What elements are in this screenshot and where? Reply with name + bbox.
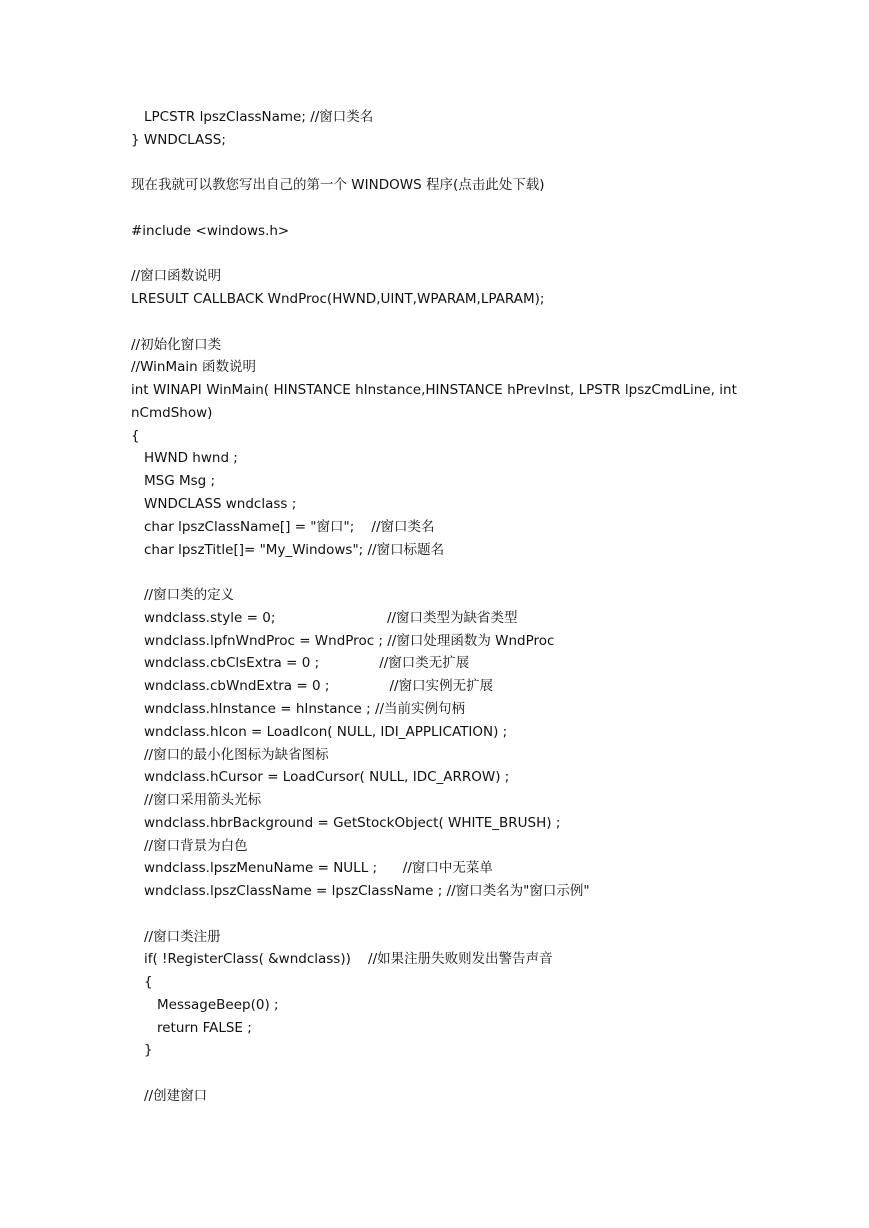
code-line: {: [144, 974, 153, 990]
code-line: LRESULT CALLBACK WndProc(HWND,UINT,WPARAM,LPARAM);: [131, 291, 545, 307]
code-word: int: [719, 382, 737, 398]
code-word: hPrevInst,: [507, 382, 575, 398]
code-comment: //窗口函数说明: [131, 268, 222, 284]
code-line: wndclass.lpfnWndProc = WndProc ; //窗口处理函数为 WndProc: [144, 633, 555, 649]
code-line-justified: [131, 381, 737, 399]
code-line: WNDCLASS wndclass ;: [144, 496, 297, 512]
code-comment: //创建窗口: [144, 1088, 208, 1104]
code-line: wndclass.hIcon = LoadIcon( NULL, IDI_APPLICATION) ;: [144, 724, 508, 740]
code-comment: //窗口采用箭头光标: [144, 792, 262, 808]
code-line: #include <windows.h>: [131, 223, 290, 239]
code-line: nCmdShow): [131, 405, 213, 421]
code-line: MSG Msg ;: [144, 473, 216, 489]
code-comment: //窗口类的定义: [144, 587, 235, 603]
text-line: 现在我就可以教您写出自己的第一个 WINDOWS 程序(点击此处下载): [131, 177, 545, 193]
code-word: hInstance,HINSTANCE: [355, 382, 503, 398]
code-line: wndclass.hbrBackground = GetStockObject( WHITE_BRUSH) ;: [144, 815, 561, 831]
code-comment: //窗口类注册: [144, 929, 221, 945]
code-line: MessageBeep(0) ;: [157, 997, 279, 1013]
code-line: LPCSTR lpszClassName; //窗口类名: [144, 109, 374, 125]
code-line: {: [131, 428, 140, 444]
code-comment: //窗口背景为白色: [144, 838, 248, 854]
code-word: WinMain(: [206, 382, 270, 398]
code-line: }: [144, 1042, 153, 1058]
code-line: if( !RegisterClass( &wndclass)) //如果注册失败则发出警告声音: [144, 951, 553, 967]
code-line: return FALSE ;: [157, 1020, 252, 1036]
code-line: wndclass.lpszMenuName = NULL ; //窗口中无菜单: [144, 860, 493, 876]
code-line: wndclass.lpszClassName = lpszClassName ; //窗口类名为"窗口示例": [144, 883, 590, 899]
code-line: HWND hwnd ;: [144, 450, 238, 466]
code-line: wndclass.style = 0; //窗口类型为缺省类型: [144, 610, 518, 626]
code-word: lpszCmdLine,: [624, 382, 715, 398]
code-word: int: [131, 382, 149, 398]
code-line: } WNDCLASS;: [131, 132, 226, 148]
code-comment: //WinMain 函数说明: [131, 359, 256, 375]
code-word: WINAPI: [153, 382, 202, 398]
code-word: HINSTANCE: [273, 382, 351, 398]
code-line: wndclass.cbWndExtra = 0 ; //窗口实例无扩展: [144, 678, 494, 694]
code-line: char lpszTitle[]= "My_Windows"; //窗口标题名: [144, 542, 445, 558]
code-line: wndclass.hInstance = hInstance ; //当前实例句柄: [144, 701, 466, 717]
code-line: wndclass.hCursor = LoadCursor( NULL, IDC_ARROW) ;: [144, 769, 510, 785]
code-comment: //窗口的最小化图标为缺省图标: [144, 747, 329, 763]
code-line: char lpszClassName[] = "窗口"; //窗口类名: [144, 519, 435, 535]
code-word: LPSTR: [578, 382, 621, 398]
code-comment: //初始化窗口类: [131, 337, 222, 353]
code-line: wndclass.cbClsExtra = 0 ; //窗口类无扩展: [144, 655, 470, 671]
